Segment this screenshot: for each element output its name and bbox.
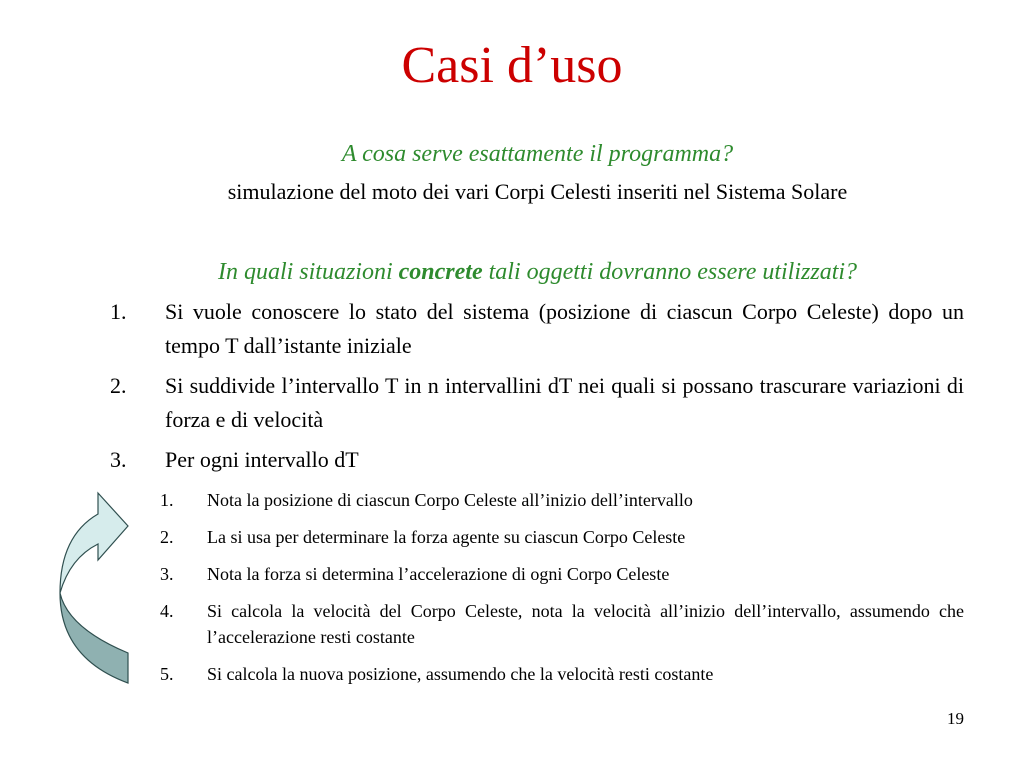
- list-item-text: Si vuole conoscere lo stato del sistema (posizione di ciascun Corpo Celeste) dopo un tempo T dall’istante iniziale: [165, 299, 964, 358]
- question-situations-before: In quali situazioni: [217, 259, 399, 285]
- list-item-number: 2.: [110, 373, 127, 398]
- list-item: [110, 443, 964, 477]
- sub-list: [160, 487, 964, 687]
- slide-title: Casi d’uso: [401, 37, 623, 94]
- sub-list-item: [160, 487, 964, 513]
- list-item-text: Per ogni intervallo dT: [165, 447, 359, 472]
- sub-list-item: [160, 561, 964, 587]
- list-item-number: 1.: [110, 299, 127, 324]
- sub-list-item-text: Nota la posizione di ciascun Corpo Celeste all’inizio dell’intervallo: [207, 490, 693, 510]
- sub-list-item-number: 2.: [160, 527, 174, 547]
- main-list: [110, 295, 964, 477]
- sub-list-item-text: Nota la forza si determina l’accelerazione di ogni Corpo Celeste: [207, 564, 670, 584]
- sub-list-item-text: La si usa per determinare la forza agente su ciascun Corpo Celeste: [207, 527, 686, 547]
- list-item-number: 3.: [110, 447, 127, 472]
- sub-list-item-text: Si calcola la velocità del Corpo Celeste, nota la velocità all’inizio dell’intervallo, assumendo che l’accelerazione resti costante: [207, 601, 964, 647]
- question-situations: [0, 257, 1024, 287]
- sub-list-item: [160, 598, 964, 650]
- list-item: [110, 369, 964, 437]
- sub-list-item: [160, 661, 964, 687]
- sub-list-item-number: 1.: [160, 490, 174, 510]
- sub-list-item: [160, 524, 964, 550]
- sub-list-item-text: Si calcola la nuova posizione, assumendo che la velocità resti costante: [207, 664, 714, 684]
- sub-list-item-number: 4.: [160, 601, 174, 621]
- arrow-back-shading: [60, 593, 128, 683]
- curved-loop-arrow-icon: [56, 488, 132, 686]
- question-purpose: A cosa serve esattamente il programma?: [341, 141, 734, 167]
- arrow-front-shading: [60, 493, 128, 593]
- answer-purpose: simulazione del moto dei vari Corpi Celesti inseriti nel Sistema Solare: [227, 179, 848, 204]
- list-item: [110, 295, 964, 363]
- sub-list-item-number: 3.: [160, 564, 174, 584]
- question-situations-after: tali oggetti dovranno essere utilizzati?: [482, 259, 858, 285]
- sub-list-item-number: 5.: [160, 664, 174, 684]
- page-number: 19: [947, 709, 964, 728]
- list-item-text: Si suddivide l’intervallo T in n intervallini dT nei quali si possano trascurare variazioni di forza e di velocità: [165, 373, 964, 432]
- question-situations-bold: concrete: [398, 259, 483, 285]
